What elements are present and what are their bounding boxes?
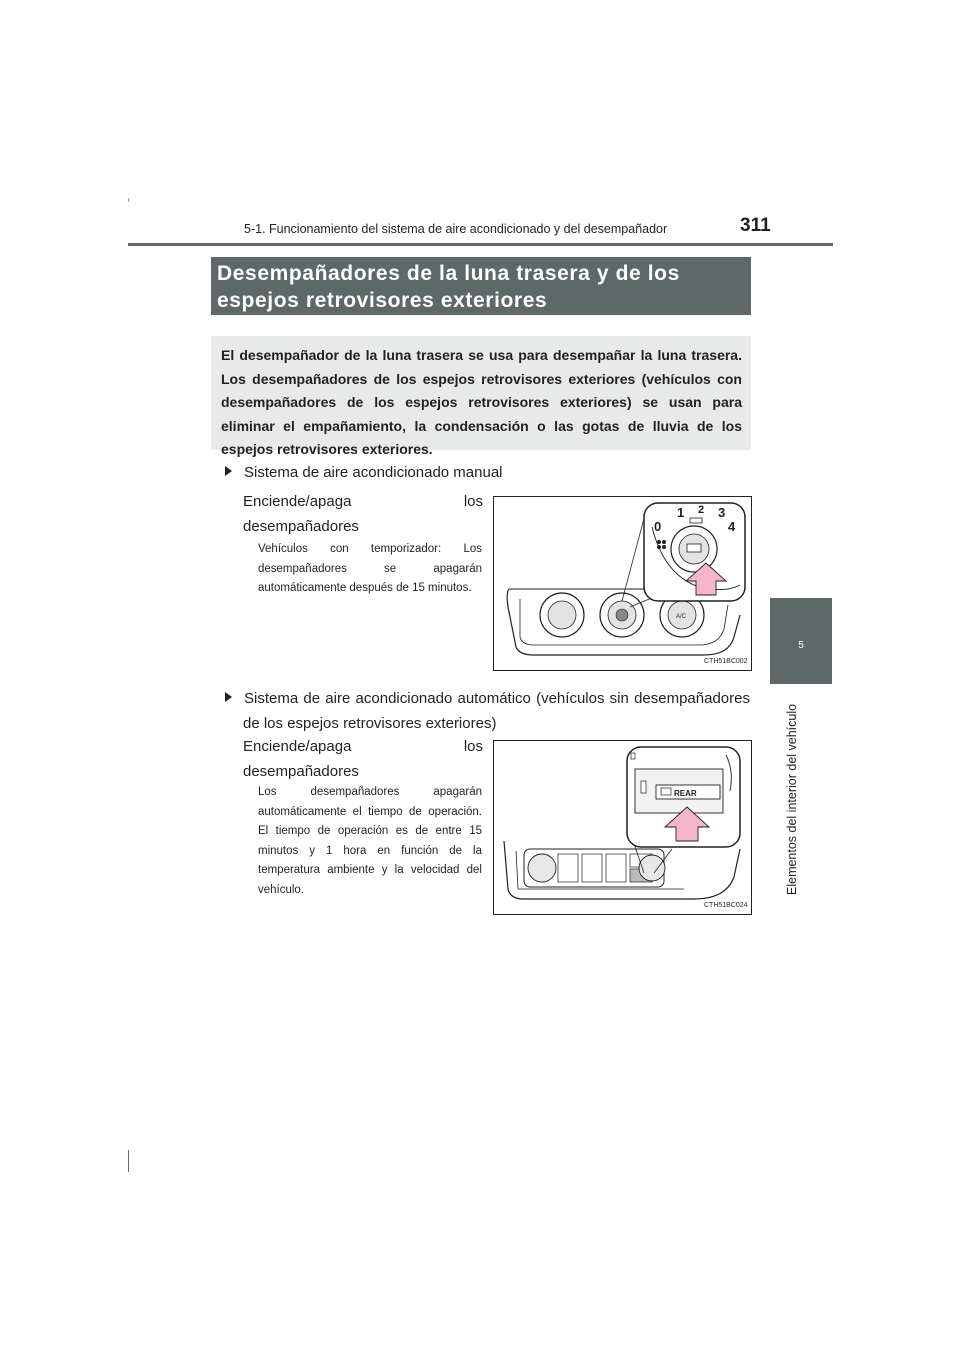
figure-code: CTH51BC024 (704, 902, 748, 909)
intro-text: El desempañador de la luna trasera se usa para desempañar la luna trasera. Los desempañadores de los espejos retrovisores exteriores (vehículos con desempañadores de los espejos retrovisores exteriores) se usan para eliminar el empañamiento, la condensación o las gotas de lluvia de los espejos retrovisores exteriores. (221, 347, 742, 457)
dial-label-4: 4 (728, 519, 736, 534)
rear-defogger-icon (687, 544, 701, 552)
title-line-1: Desempañadores de la luna trasera y de los (217, 262, 680, 285)
chapter-number: 5 (798, 640, 804, 651)
dial-label-0: 0 (654, 519, 662, 534)
title-line-2: espejos retrovisores exteriores (217, 289, 548, 312)
fan-icon (657, 540, 661, 544)
triangle-bullet-icon (225, 466, 232, 476)
dial-label-3: 3 (718, 505, 726, 520)
figure-code: CTH51BC002 (704, 658, 748, 665)
ac-label: A/C (676, 614, 687, 620)
section-header: 5-1. Funcionamiento del sistema de aire acondicionado y del desempañador (244, 222, 668, 236)
page-number: 311 (740, 215, 771, 236)
crop-mark (128, 198, 129, 202)
dial-label-1: 1 (677, 505, 685, 520)
step-text-manual: Enciende/apaga los desempañadores (243, 493, 483, 535)
step-text-automatic: Enciende/apaga los desempañadores (243, 738, 483, 780)
manual-ac-illustration (494, 497, 751, 670)
chapter-title: Elementos del interior del vehículo (785, 703, 799, 895)
section-heading-automatic: Sistema de aire acondicionado automático (vehículos sin desempañadores de los espejos retrovisores exteriores) (225, 686, 750, 736)
dial-label-2: 2 (698, 504, 705, 516)
figure-automatic-ac (493, 740, 752, 915)
section-title (211, 257, 751, 315)
rear-defogger-icon (661, 788, 671, 795)
header-rule (128, 243, 833, 246)
automatic-ac-illustration (494, 741, 751, 914)
note-text-manual: Vehículos con temporizador: Los desempañadores se apagarán automáticamente después de 15 minutos. (258, 543, 482, 594)
triangle-bullet-icon (225, 692, 232, 702)
figure-manual-ac (493, 496, 752, 671)
crop-mark (128, 1150, 129, 1172)
note-text-automatic: Los desempañadores apagarán automáticamente el tiempo de operación. El tiempo de operación es de entre 15 minutos y 1 hora en función de la temperatura ambiente y la velocidad del vehículo. (258, 786, 482, 896)
rear-label: REAR (674, 789, 697, 798)
section-heading-manual: Sistema de aire acondicionado manual (225, 464, 745, 481)
intro-box (211, 336, 751, 457)
